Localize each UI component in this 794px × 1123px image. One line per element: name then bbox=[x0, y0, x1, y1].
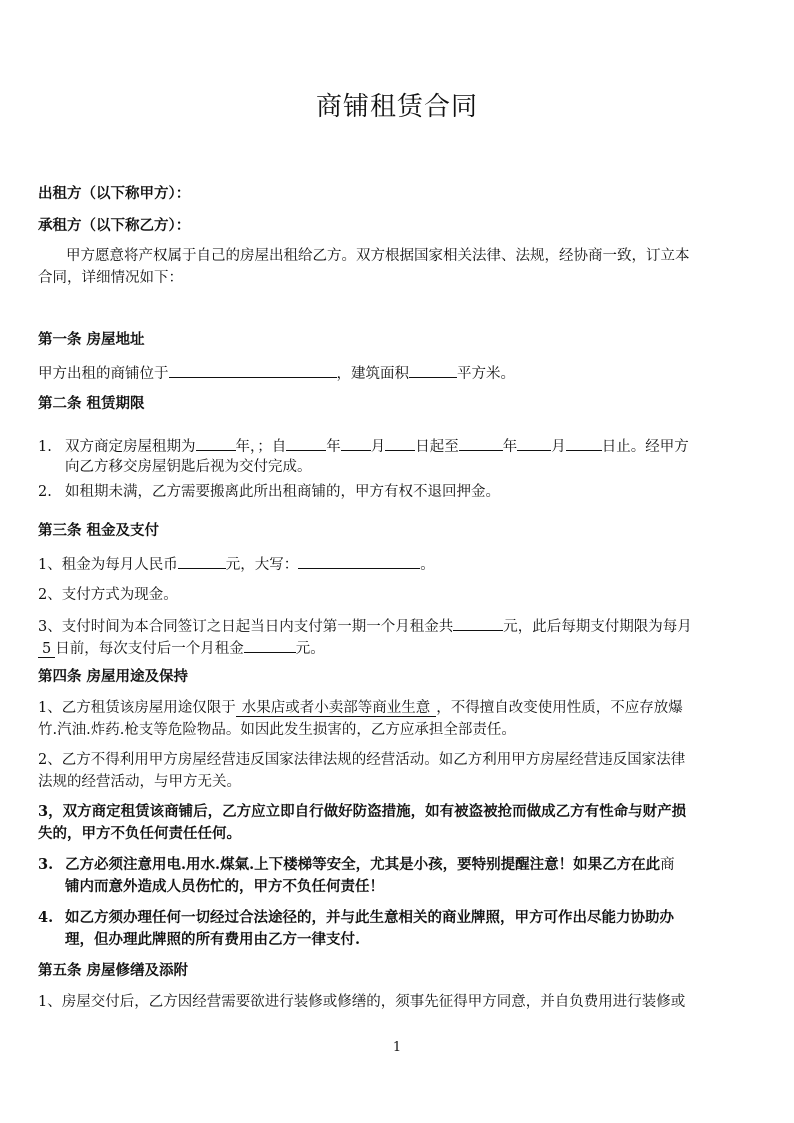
article-4-para-1 bbox=[38, 697, 758, 719]
article-4-para-3: 3，双方商定租赁该商铺后，乙方应立即自行做好防盗措施，如有被盗被抢而做成乙方有性命与财产损 bbox=[38, 803, 687, 820]
article-4-para-2: 2、乙方不得利用甲方房屋经营违反国家法律法规的经营活动。如乙方利用甲方房屋经营违反国家法律 bbox=[38, 752, 686, 768]
article-3-para-1 bbox=[38, 552, 758, 576]
text-segment: 平方米。 bbox=[457, 366, 515, 382]
text-segment: 如租期未满，乙方需要搬离此所出租商铺的，甲方有权不退回押金。 bbox=[65, 484, 500, 500]
text-segment: 元。 bbox=[295, 641, 325, 657]
text-segment: 1、租金为每月人民币 bbox=[38, 557, 178, 573]
article-1-paragraph bbox=[38, 361, 758, 385]
monthly-rent-blank bbox=[244, 636, 296, 653]
article-4-para-5-cont: 理，但办理此牌照的所有费用由乙方一律支付. bbox=[65, 931, 361, 948]
list-number: 3. bbox=[38, 856, 54, 873]
article-3-para-3 bbox=[38, 614, 758, 638]
article-4-para-5 bbox=[38, 907, 758, 929]
payment-day-value: 5 bbox=[38, 641, 55, 658]
article-4-para-3-cont: 失的，甲方不负任何责任任何。 bbox=[38, 825, 241, 842]
end-month-blank bbox=[517, 434, 551, 451]
area-blank bbox=[409, 361, 457, 378]
article-2-item-2 bbox=[38, 481, 758, 503]
text-segment: 如乙方须办理任何一切经过合法途径的，并与此生意相关的商业牌照，甲方可作出尽能力协助办 bbox=[65, 909, 674, 926]
text-segment: 日前，每次支付后一个月租金 bbox=[55, 641, 244, 657]
end-day-blank bbox=[566, 434, 602, 451]
start-day-blank bbox=[385, 434, 415, 451]
text-segment: 月 bbox=[370, 439, 386, 455]
article-4-heading: 第四条 房屋用途及保持 bbox=[38, 668, 189, 685]
article-4-para-4-cont: 铺内而意外造成人员伤忙的，甲方不负任何责任！ bbox=[65, 878, 384, 895]
list-number: 4. bbox=[38, 909, 54, 926]
intro-line-2: 合同，详细情况如下： bbox=[38, 270, 183, 286]
term-years-blank bbox=[196, 434, 236, 451]
first-rent-blank bbox=[453, 614, 503, 631]
text-segment: 年，；自 bbox=[235, 439, 287, 455]
text-segment: 。 bbox=[420, 557, 435, 573]
text-segment: 元，大写： bbox=[225, 557, 299, 573]
text-segment: 年 bbox=[326, 439, 341, 455]
start-month-blank bbox=[341, 434, 371, 451]
text-segment: ，建筑面积 bbox=[336, 366, 409, 382]
text-segment: 双方商定房屋租期为 bbox=[65, 439, 196, 455]
article-2-item-1-cont: 向乙方移交房屋钥匙后视为交付完成。 bbox=[65, 459, 312, 475]
text-segment: 日止。经甲方 bbox=[601, 439, 689, 455]
text-segment: 日起至 bbox=[415, 439, 459, 455]
text-segment: 年 bbox=[502, 439, 518, 455]
article-2-heading: 第二条 租赁期限 bbox=[38, 395, 145, 412]
usage-value: 水果店或者小卖部等商业生意 bbox=[236, 700, 437, 717]
text-segment: 乙方必须注意用电.用水.煤氣.上下楼梯等安全，尤其是小孩，要特别提醒注意！如果乙方在此 bbox=[65, 856, 661, 873]
rent-uppercase-blank bbox=[298, 552, 420, 569]
article-4-para-1-cont: 竹.汽油.炸药.枪支等危险物品。如因此发生损害的，乙方应承担全部责任。 bbox=[38, 722, 516, 738]
article-4-para-2-cont: 法规的经营活动，与甲方无关。 bbox=[38, 774, 241, 790]
article-3-para-3-cont bbox=[38, 636, 758, 660]
article-5-heading: 第五条 房屋修缮及添附 bbox=[38, 962, 189, 979]
document-title: 商铺租赁合同 bbox=[315, 92, 478, 122]
rent-amount-blank bbox=[178, 552, 226, 569]
article-3-para-2: 2、支付方式为现金。 bbox=[38, 587, 178, 603]
lessee-label: 承租方（以下称乙方）： bbox=[38, 217, 191, 234]
intro-line-1: 甲方愿意将产权属于自己的房屋出租给乙方。双方根据国家相关法律、法规，经协商一致，订立本 bbox=[66, 248, 690, 264]
address-blank bbox=[169, 361, 337, 378]
article-2-item-1 bbox=[38, 434, 758, 458]
text-segment: 甲方出租的商铺位于 bbox=[38, 366, 169, 382]
article-3-heading: 第三条 租金及支付 bbox=[38, 522, 160, 539]
article-1-heading: 第一条 房屋地址 bbox=[38, 331, 145, 348]
text-segment: 1、乙方租赁该房屋用途仅限于 bbox=[38, 700, 236, 716]
text-segment: 商 bbox=[660, 857, 675, 873]
page-number: 1 bbox=[392, 1040, 402, 1055]
start-year-blank bbox=[286, 434, 326, 451]
text-segment: 3、支付时间为本合同签订之日起当日内支付第一期一个月租金共 bbox=[38, 619, 454, 635]
article-4-para-4 bbox=[38, 854, 758, 876]
end-year-blank bbox=[459, 434, 503, 451]
list-number: 2. bbox=[38, 484, 52, 500]
article-5-para-1: 1、房屋交付后，乙方因经营需要欲进行装修或修缮的，须事先征得甲方同意，并自负费用进行装修或 bbox=[38, 994, 686, 1010]
text-segment: ，不得擅自改变使用性质，不应存放爆 bbox=[436, 700, 683, 716]
lessor-label: 出租方（以下称甲方）： bbox=[38, 185, 191, 202]
list-number: 1. bbox=[38, 439, 52, 455]
text-segment: 月 bbox=[551, 439, 566, 455]
text-segment: 元，此后每期支付期限为每月 bbox=[503, 619, 692, 635]
